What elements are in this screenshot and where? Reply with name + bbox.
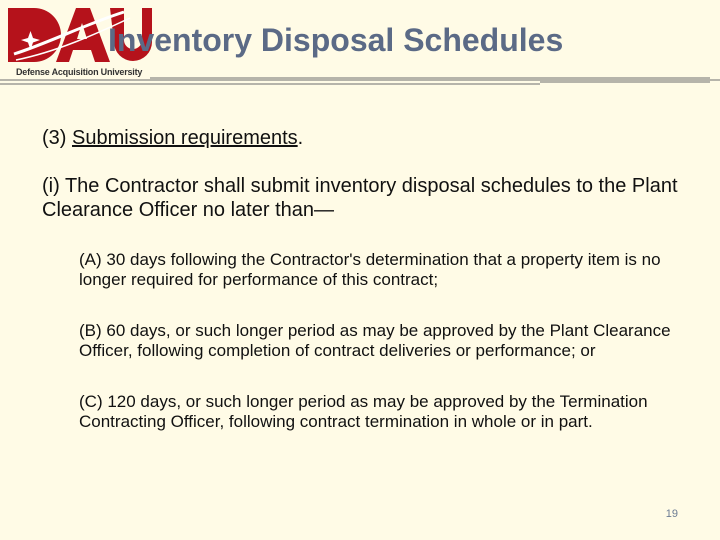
section-heading-period: . (297, 127, 304, 149)
item-c: (C) 120 days, or such longer period as may be approved by the Termination Contracting Officer, following contract termination in whole or in part. (79, 391, 648, 431)
section-number: (3) (42, 127, 72, 149)
header-divider (0, 76, 720, 88)
paragraph-i: (i) The Contractor shall submit inventory disposal schedules to the Plant Clearance Officer no later than— (42, 175, 678, 221)
page-title: Inventory Disposal Schedules (108, 22, 564, 58)
item-b: (B) 60 days, or such longer period as may be approved by the Plant Clearance Officer, following completion of contract deliveries or performance; or (79, 320, 671, 361)
section-heading (42, 126, 692, 150)
body-content (42, 126, 692, 432)
section-heading-text: Submission requirements (72, 127, 298, 149)
page-number: 19 (665, 508, 678, 520)
logo-caption: Defense Acquisition University (16, 67, 143, 77)
item-a: (A) 30 days following the Contractor's determination that a property item is no longer required for performance of this contract; (79, 250, 661, 290)
